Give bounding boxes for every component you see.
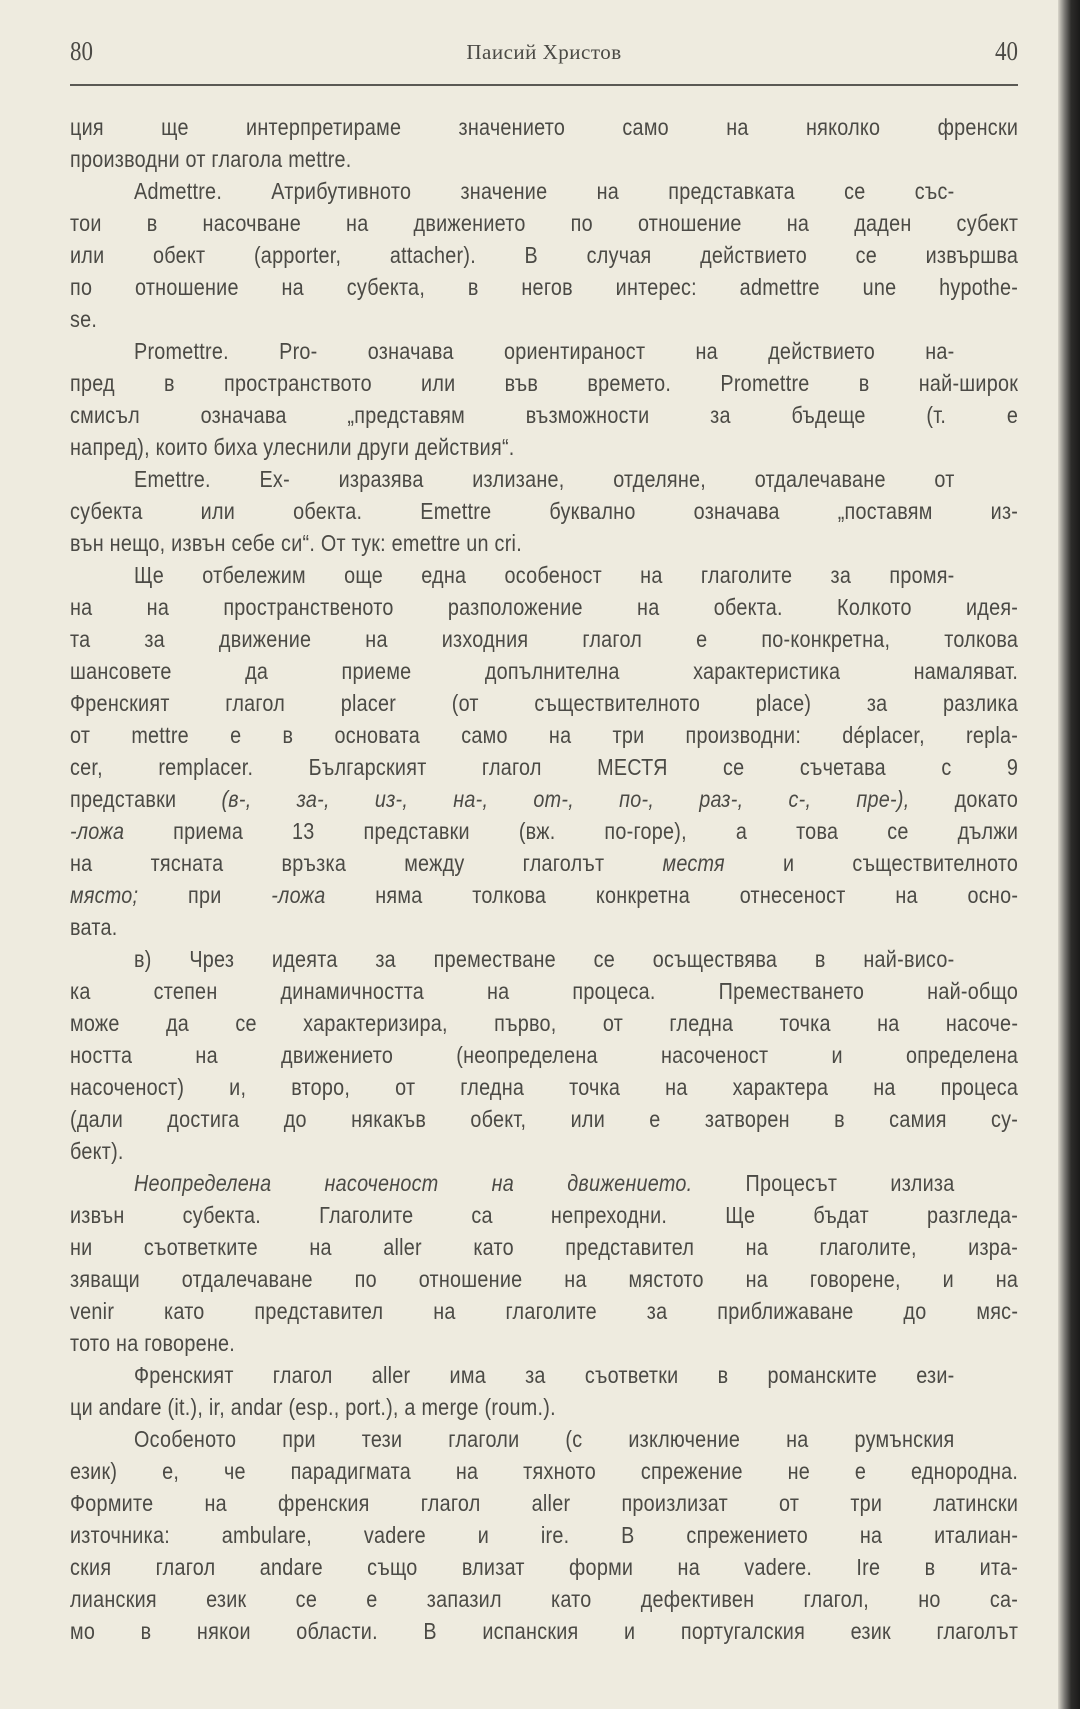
text-segment: та за движение на изходния глагол е по-конкретна, толкова bbox=[70, 626, 1019, 652]
text-line bbox=[70, 1391, 1018, 1423]
italic-text: (в-, за-, из-, на-, от-, по-, раз-, с-, пре-), bbox=[221, 786, 910, 812]
text-segment: ни съответките на aller като представител на глаголите, изра- bbox=[70, 1234, 1019, 1260]
text-line bbox=[70, 623, 1018, 655]
text-segment: тото на говорене. bbox=[70, 1330, 236, 1356]
page-header bbox=[70, 36, 1018, 76]
text-segment: Promettre. Pro- означава ориентираност на действието на- bbox=[134, 338, 955, 364]
text-segment: при bbox=[138, 882, 272, 908]
text-segment: няма толкова конкретна отнесеност на осно- bbox=[325, 882, 1019, 908]
text-segment: лианския език се е запазил като дефективен глагол, но са- bbox=[70, 1586, 1019, 1612]
text-segment: тои в насочване на движението по отношение на даден субект bbox=[70, 210, 1019, 236]
text-segment: на тясната връзка между глаголът bbox=[70, 850, 663, 876]
text-line bbox=[70, 975, 1018, 1007]
text-segment: от mettre е в основата само на три производни: déplacer, repla- bbox=[70, 722, 1019, 748]
text-segment: Френският глагол placer (от съществителното place) за разлика bbox=[70, 690, 1019, 716]
text-line bbox=[70, 1487, 1018, 1519]
text-segment: напред), които биха улеснили други действия“. bbox=[70, 434, 515, 460]
text-segment: шансовете да приеме допълнителна характеристика намаляват. bbox=[70, 658, 1019, 684]
text-line bbox=[70, 847, 1018, 879]
italic-text: -ложа bbox=[271, 882, 326, 908]
text-line bbox=[70, 879, 1018, 911]
text-line bbox=[70, 719, 1018, 751]
text-line bbox=[70, 687, 1018, 719]
text-line bbox=[70, 559, 1018, 591]
text-line bbox=[70, 463, 1018, 495]
text-segment: език) е, че парадигмата на тяхното спрежение не е еднородна. bbox=[70, 1458, 1019, 1484]
text-segment: мо в някои области. В испанския и португалския език глаголът bbox=[70, 1618, 1019, 1644]
text-segment: може да се характеризира, първо, от гледна точка на насоче- bbox=[70, 1010, 1019, 1036]
text-segment: или обект (apporter, attacher). В случая действието се извършва bbox=[70, 242, 1019, 268]
text-line bbox=[70, 207, 1018, 239]
text-segment: бект). bbox=[70, 1138, 124, 1164]
text-segment: ция ще интерпретираме значението само на няколко френски bbox=[70, 114, 1019, 140]
text-line bbox=[70, 1359, 1018, 1391]
text-line bbox=[70, 271, 1018, 303]
page-number-left: 80 bbox=[70, 36, 93, 66]
text-segment: извън субекта. Глаголите са непреходни. Ще бъдат разгледа- bbox=[70, 1202, 1019, 1228]
text-line bbox=[70, 783, 1018, 815]
text-segment: по отношение на субекта, в негов интерес: admettre une hypothe- bbox=[70, 274, 1019, 300]
text-line bbox=[70, 943, 1018, 975]
text-segment: смисъл означава „представям възможности за бъдеще (т. е bbox=[70, 402, 1019, 428]
text-line bbox=[70, 303, 1018, 335]
text-line bbox=[70, 1135, 1018, 1167]
text-line bbox=[70, 367, 1018, 399]
page-number-right: 40 bbox=[995, 36, 1018, 66]
text-segment: cer, remplacer. Българският глагол МЕСТЯ се съчетава с 9 bbox=[70, 754, 1019, 780]
text-line bbox=[70, 527, 1018, 559]
text-segment: източника: ambulare, vadere и ire. В спрежението на италиан- bbox=[70, 1522, 1019, 1548]
text-segment: venir като представител на глаголите за приближаване до мяс- bbox=[70, 1298, 1019, 1324]
text-line bbox=[70, 1295, 1018, 1327]
text-segment: ския глагол andare също влизат форми на vadere. Ire в ита- bbox=[70, 1554, 1019, 1580]
text-line bbox=[70, 1423, 1018, 1455]
text-segment: зяващи отдалечаване по отношение на мястото на говорене, и на bbox=[70, 1266, 1019, 1292]
text-line bbox=[70, 175, 1018, 207]
text-segment: представки bbox=[70, 786, 222, 812]
text-line bbox=[70, 431, 1018, 463]
text-segment: Формите на френския глагол aller произлизат от три латински bbox=[70, 1490, 1019, 1516]
text-line bbox=[70, 1007, 1018, 1039]
text-segment: насоченост) и, второ, от гледна точка на характера на процеса bbox=[70, 1074, 1019, 1100]
text-line bbox=[70, 751, 1018, 783]
italic-text: -ложа bbox=[70, 818, 125, 844]
text-line bbox=[70, 1583, 1018, 1615]
text-line bbox=[70, 495, 1018, 527]
text-line bbox=[70, 1455, 1018, 1487]
text-line bbox=[70, 1263, 1018, 1295]
italic-text: Неопределена насоченост на движението. bbox=[134, 1170, 693, 1196]
text-segment: вата. bbox=[70, 914, 118, 940]
text-line bbox=[70, 1071, 1018, 1103]
text-segment: Ще отбележим още една особеност на глаголите за промя- bbox=[134, 562, 955, 588]
text-line bbox=[70, 1551, 1018, 1583]
text-line bbox=[70, 1039, 1018, 1071]
text-segment: Особеното при тези глаголи (с изключение на румънския bbox=[134, 1426, 955, 1452]
text-line bbox=[70, 1231, 1018, 1263]
text-line bbox=[70, 1327, 1018, 1359]
text-segment: производни от глагола mettre. bbox=[70, 146, 352, 172]
text-line bbox=[70, 239, 1018, 271]
text-segment: ка степен динамичността на процеса. Преместването най-общо bbox=[70, 978, 1019, 1004]
text-segment: приема 13 представки (вж. по-горе), а това се дължи bbox=[124, 818, 1019, 844]
text-segment: Emettre. Ex- изразява излизане, отделяне, отдалечаване от bbox=[134, 466, 955, 492]
italic-text: място; bbox=[70, 882, 139, 908]
text-line bbox=[70, 335, 1018, 367]
text-line bbox=[70, 399, 1018, 431]
text-segment: ността на движението (неопределена насоченост и определена bbox=[70, 1042, 1019, 1068]
text-line bbox=[70, 1199, 1018, 1231]
text-segment: Admettre. Атрибутивното значение на представката се със- bbox=[134, 178, 955, 204]
text-segment: в) Чрез идеята за преместване се осъществява в най-висо- bbox=[134, 946, 955, 972]
text-line bbox=[70, 1103, 1018, 1135]
text-segment: докато bbox=[909, 786, 1019, 812]
text-segment: ци andare (it.), ir, andar (esp., port.), a merge (roum.). bbox=[70, 1394, 556, 1420]
text-segment: (дали достига до някакъв обект, или е затворен в самия су- bbox=[70, 1106, 1019, 1132]
header-rule bbox=[70, 84, 1018, 86]
text-segment: Френският глагол aller има за съответки в романските ези- bbox=[134, 1362, 955, 1388]
body-text bbox=[70, 111, 1018, 1647]
text-line bbox=[70, 815, 1018, 847]
text-segment: субекта или обекта. Emettre буквално означава „поставям из- bbox=[70, 498, 1019, 524]
text-segment: на на пространственото разположение на обекта. Колкото идея- bbox=[70, 594, 1019, 620]
text-line bbox=[70, 655, 1018, 687]
text-line bbox=[70, 1167, 1018, 1199]
text-line bbox=[70, 1519, 1018, 1551]
text-segment: se. bbox=[70, 306, 98, 332]
running-title: Паисий Христов bbox=[466, 40, 622, 64]
text-segment: пред в пространството или във времето. Promettre в най-широк bbox=[70, 370, 1019, 396]
text-line bbox=[70, 111, 1018, 143]
text-line bbox=[70, 143, 1018, 175]
italic-text: местя bbox=[662, 850, 725, 876]
text-segment: и съществителното bbox=[724, 850, 1019, 876]
text-line bbox=[70, 1615, 1018, 1647]
text-segment: вън нещо, извън себе си“. От тук: emettre un cri. bbox=[70, 530, 522, 556]
text-segment: Процесът излиза bbox=[692, 1170, 955, 1196]
text-line bbox=[70, 911, 1018, 943]
text-line bbox=[70, 591, 1018, 623]
